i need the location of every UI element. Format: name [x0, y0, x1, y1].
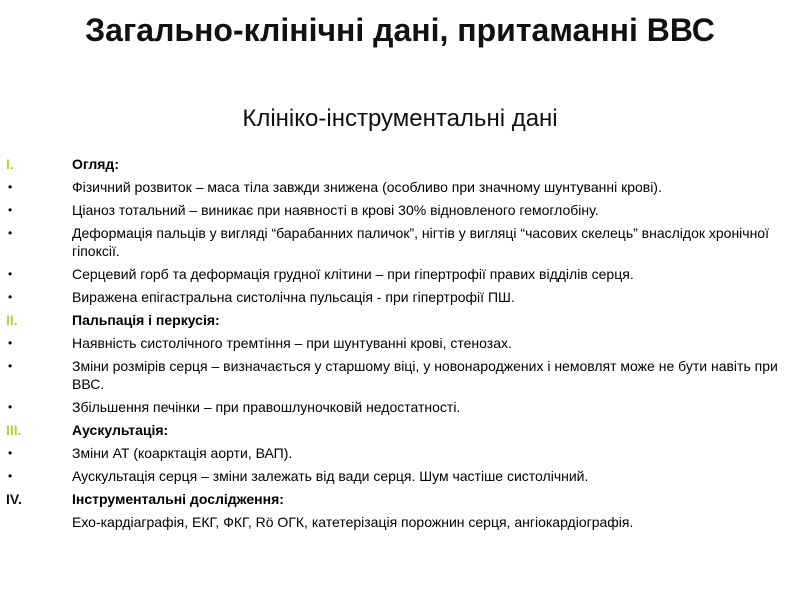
bullet-icon: • — [8, 203, 13, 217]
list-item-text: Деформація пальців у вигляді “барабанних паличок”, нігтів у вигляці “часових скелець” внаслідок хронічної гіпоксії. — [72, 225, 769, 259]
bullet-icon: • — [8, 400, 13, 414]
section-palpation — [0, 311, 800, 329]
slide-title: Загально-клінічні дані, притаманні ВВС — [85, 12, 715, 48]
list-item — [0, 178, 800, 196]
section-heading: Огляд: — [72, 156, 119, 172]
section-auscultation — [0, 421, 800, 439]
list-item-text: Фізичний розвиток – маса тіла завжди знижена (особливо при значному шунтуванні крові). — [72, 179, 662, 195]
list-item-text: Зміни розмірів серця – визначається у старшому віці, у новонароджених і немовлят може не бути навіть при ВВС. — [72, 358, 778, 392]
bullet-icon: • — [8, 226, 13, 240]
list-item — [0, 265, 800, 283]
roman-numeral: III. — [6, 422, 22, 438]
list-item — [0, 513, 800, 531]
section-heading: Інструментальні дослідження: — [72, 491, 284, 507]
list-item — [0, 201, 800, 219]
roman-numeral: IV. — [6, 491, 22, 507]
bullet-icon: • — [8, 446, 13, 460]
list-item — [0, 288, 800, 306]
section-instrumental — [0, 490, 800, 508]
section-heading: Аускультація: — [72, 422, 169, 438]
list-item-text: Збільшення печінки – при правошлуночковій недостатності. — [72, 399, 461, 415]
bullet-icon: • — [8, 290, 13, 304]
roman-numeral: I. — [6, 156, 14, 172]
bullet-icon: • — [8, 469, 13, 483]
section-heading: Пальпація і перкусія: — [72, 312, 220, 328]
list-item-text: Наявність систолічного тремтіння – при шунтуванні крові, стенозах. — [72, 335, 512, 351]
list-item — [0, 398, 800, 416]
list-item — [0, 224, 800, 260]
list-item-text: Виражена епігастральна систолічна пульсація - при гіпертрофії ПШ. — [72, 289, 515, 305]
list-item-text: Серцевий горб та деформація грудної клітини – при гіпертрофії правих відділів серця. — [72, 266, 634, 282]
bullet-icon: • — [8, 267, 13, 281]
bullet-icon: • — [8, 180, 13, 194]
slide-content — [0, 155, 800, 536]
list-item — [0, 467, 800, 485]
slide-subtitle: Клініко-інструментальні дані — [242, 105, 558, 132]
list-item-text: Ціаноз тотальний – виникає при наявності в крові 30% відновленого гемоглобіну. — [72, 202, 599, 218]
list-item-text: Ехо-кардіаграфія, ЕКГ, ФКГ, Rö ОГК, катетерізація порожнин серця, ангіокардіографія. — [72, 514, 634, 530]
list-item-text: Аускультація серця – зміни залежать від вади серця. Шум частіше систолічний. — [72, 468, 589, 484]
roman-numeral: II. — [6, 312, 18, 328]
bullet-icon: • — [8, 336, 13, 350]
list-item — [0, 444, 800, 462]
list-item — [0, 357, 800, 393]
bullet-icon: • — [8, 359, 13, 373]
list-item — [0, 334, 800, 352]
list-item-text: Зміни АТ (коарктація аорти, ВАП). — [72, 445, 293, 461]
section-examination — [0, 155, 800, 173]
